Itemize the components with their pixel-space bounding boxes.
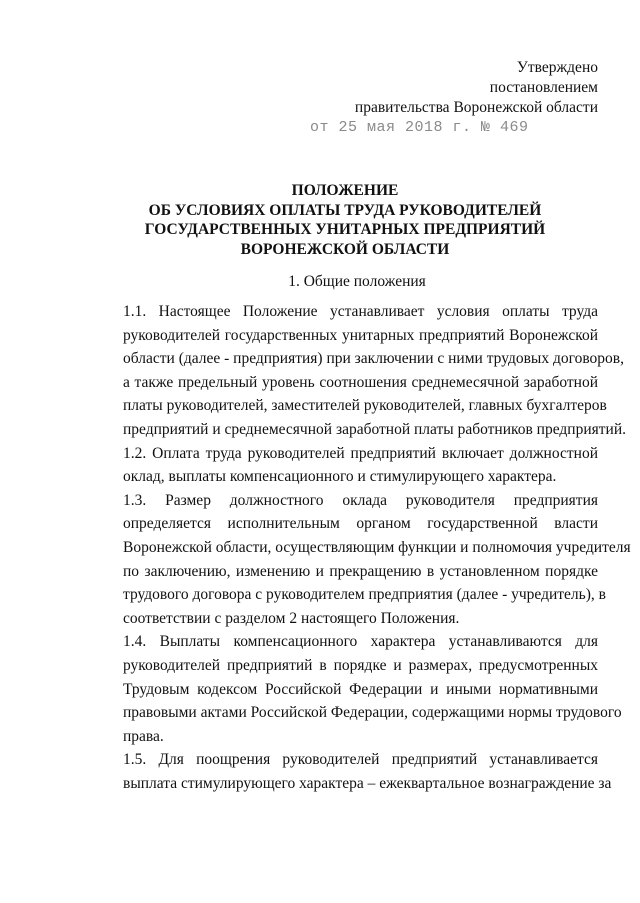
paragraph [93,748,612,795]
approval-date-stamp: от 25 мая 2018 г. № 469 [310,119,529,136]
paragraph-line: Воронежской области, осуществляющим функции и полномочия учредителя [123,538,631,556]
paragraph [93,630,622,748]
paragraph-line: 1.3. Размер должностного оклада руководителя предприятия [123,491,598,509]
paragraph-line: 1.1. Настоящее Положение устанавливает условия оплаты труда [123,303,598,320]
approval-line: Утверждено [516,59,598,76]
title-line: ОБ УСЛОВИЯХ ОПЛАТЫ ТРУДА РУКОВОДИТЕЛЕЙ [148,201,542,219]
paragraph-line: 1.2. Оплата труда руководителей предприятий включает должностной [123,444,598,462]
paragraph-line: 1.5. Для поощрения руководителей предприятий устанавливается [123,751,598,769]
paragraph-line: по заключению, изменению и прекращению в установленном порядке [123,562,598,580]
paragraph-line: а также предельный уровень соотношения среднемесячной заработной [123,373,598,391]
approval-line: постановлением [489,79,598,96]
paragraph-line: руководителей государственных унитарных предприятий Воронежской [123,326,598,344]
paragraph-line: определяется исполнительным органом государственной власти [123,515,598,533]
paragraph-line: права. [123,727,164,745]
paragraph-line: Трудовым кодексом Российской Федерации и иными нормативными [123,680,598,698]
paragraph-line: области (далее - предприятия) при заключении с ними трудовых договоров, [123,350,624,368]
paragraph-line: оклад, выплаты компенсационного и стимулирующего характера. [123,468,557,486]
title-line: ВОРОНЕЖСКОЙ ОБЛАСТИ [240,240,450,258]
paragraph [93,300,626,442]
paragraph-line: платы руководителей, заместителей руководителей, главных бухгалтеров [123,397,607,415]
title-line: ГОСУДАРСТВЕННЫХ УНИТАРНЫХ ПРЕДПРИЯТИЙ [144,221,546,238]
paragraph-line: соответствии с разделом 2 настоящего Положения. [123,609,460,627]
paragraph [93,489,631,631]
paragraph-line: выплата стимулирующего характера – ежеквартальное вознаграждение за [123,774,612,792]
approval-block [355,58,598,118]
document-body [93,300,631,795]
paragraph-line: предприятий и среднемесячной заработной платы работников предприятий. [123,420,626,438]
document-title [0,181,640,259]
paragraph-line: трудового договора с руководителем предприятия (далее - учредитель), в [123,586,606,604]
paragraph-line: правовыми актами Российской Федерации, содержащими нормы трудового [123,704,622,722]
paragraph-line: руководителей предприятий в порядке и размерах, предусмотренных [123,656,598,674]
title-line: ПОЛОЖЕНИЕ [291,182,399,199]
paragraph-line: 1.4. Выплаты компенсационного характера устанавливаются для [123,633,598,651]
paragraph [93,442,598,489]
section-heading: 1. Общие положения [288,273,426,290]
approval-line: правительства Воронежской области [354,99,598,116]
